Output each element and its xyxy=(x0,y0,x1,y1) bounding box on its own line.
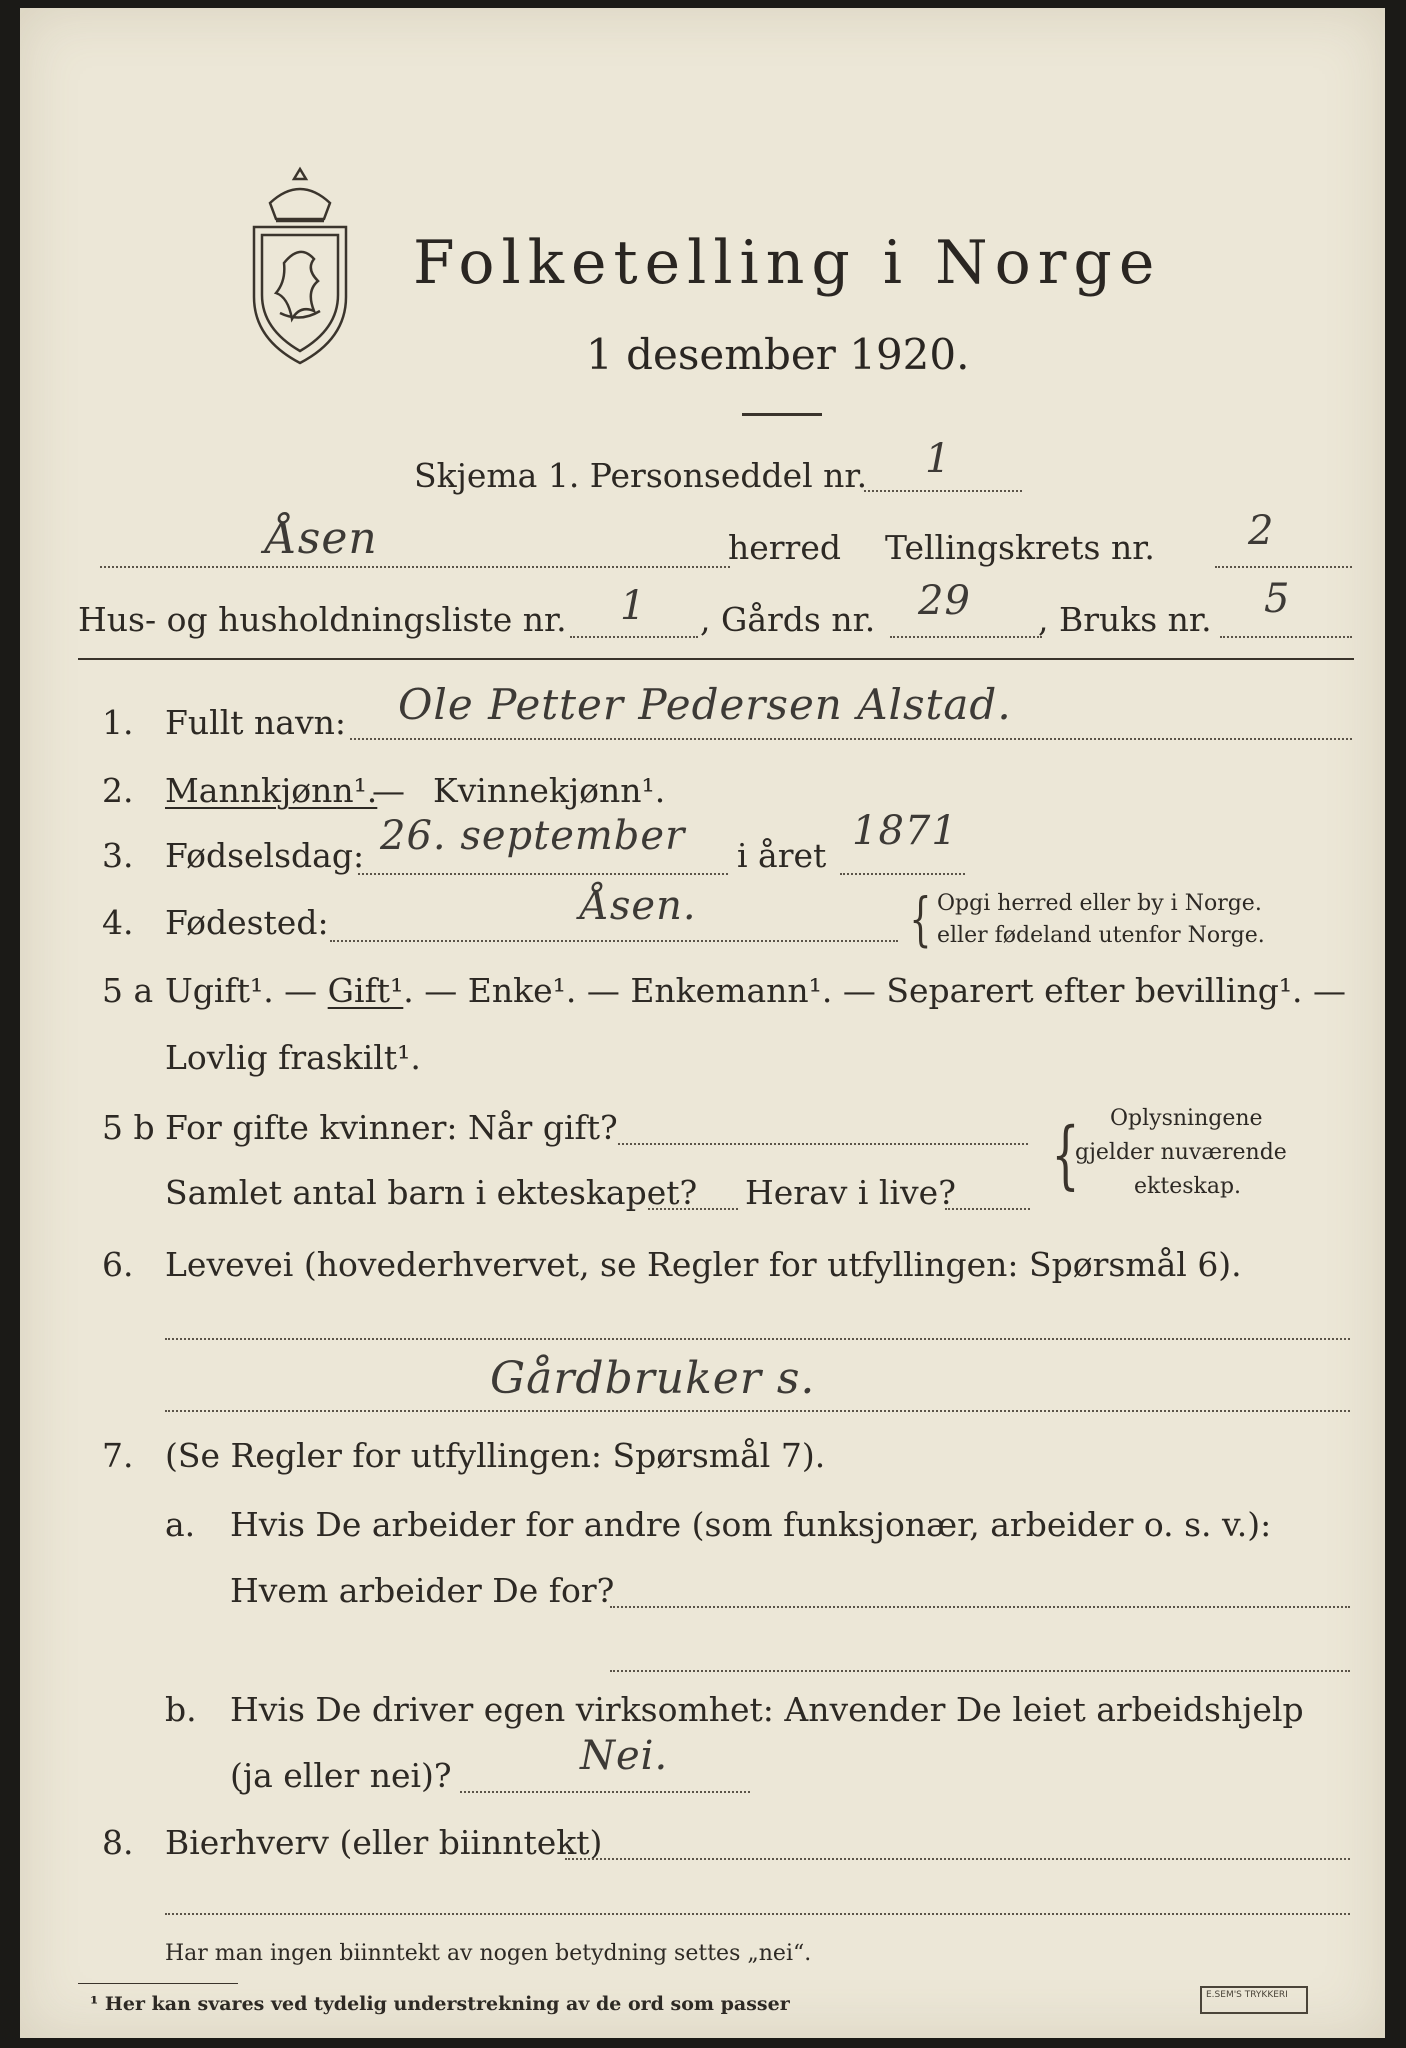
q5a-options xyxy=(165,971,1346,1010)
q3-year-line xyxy=(840,873,965,875)
gards-label: , Gårds nr. xyxy=(700,600,876,639)
q7b-letter: b. xyxy=(165,1690,197,1729)
q5a-number: 5 a xyxy=(102,971,154,1010)
q7a-answer-line xyxy=(610,1606,1350,1608)
herred-value[interactable]: Åsen xyxy=(265,513,378,564)
q4-line xyxy=(330,940,898,942)
q7-number: 7. xyxy=(102,1436,134,1475)
q2-number: 2. xyxy=(102,771,134,810)
tellingskrets-nr[interactable]: 2 xyxy=(1248,508,1275,554)
q5b-note-3: ekteskap. xyxy=(1134,1174,1242,1199)
q3-number: 3. xyxy=(102,836,134,875)
q4-brace: { xyxy=(909,885,932,953)
q8-line-1 xyxy=(565,1858,1350,1860)
q5b-label-married: For gifte kvinner: Når gift? xyxy=(165,1108,618,1147)
bruks-nr[interactable]: 5 xyxy=(1264,576,1291,622)
schema-label: Skjema 1. Personseddel nr. xyxy=(414,456,868,495)
q5b-married-line xyxy=(618,1143,1028,1145)
q6-label: Levevei (hovederhvervet, se Regler for utfyllingen: Spørsmål 6). xyxy=(165,1245,1242,1284)
q7b-answer-line xyxy=(460,1791,750,1793)
husliste-nr[interactable]: 1 xyxy=(620,583,647,629)
q1-line xyxy=(350,738,1352,740)
husliste-line xyxy=(570,636,698,638)
q5a-married-option[interactable]: Gift¹ xyxy=(327,971,404,1010)
q1-answer[interactable]: Ole Petter Pedersen Alstad. xyxy=(398,680,1012,729)
footnote: ¹ Her kan svares ved tydelig understrekning av de ord som passer xyxy=(90,1993,790,2015)
q5a-divorced-option[interactable]: Lovlig fraskilt¹. xyxy=(165,1038,421,1077)
q5b-number: 5 b xyxy=(102,1108,155,1147)
bruks-line xyxy=(1220,636,1352,638)
q4-note-1: Opgi herred eller by i Norge. xyxy=(937,891,1262,916)
q8-number: 8. xyxy=(102,1823,134,1862)
q7-label: (Se Regler for utfyllingen: Spørsmål 7). xyxy=(165,1436,826,1475)
personseddel-nr[interactable]: 1 xyxy=(925,436,952,482)
bruks-label: , Bruks nr. xyxy=(1038,600,1212,639)
q4-label: Fødested: xyxy=(165,903,329,942)
q7a-answer-line-2 xyxy=(610,1670,1350,1672)
gards-nr[interactable]: 29 xyxy=(918,578,971,624)
q7b-line-1: Hvis De driver egen virksomhet: Anvender De leiet arbeidshjelp xyxy=(230,1690,1304,1729)
personseddel-line xyxy=(864,490,1022,492)
q4-note-2: eller fødeland utenfor Norge. xyxy=(937,923,1265,948)
herred-label: herred xyxy=(728,528,841,567)
footer-note: Har man ingen biinntekt av nogen betydning settes „nei“. xyxy=(165,1941,812,1966)
gards-line xyxy=(890,636,1042,638)
q8-label: Bierhverv (eller biinntekt) xyxy=(165,1823,603,1862)
q7b-answer[interactable]: Nei. xyxy=(580,1733,669,1779)
q1-number: 1. xyxy=(102,703,134,742)
q2-male-option[interactable]: Mannkjønn¹. xyxy=(165,771,378,810)
header-divider xyxy=(78,658,1354,660)
q5b-label-alive: Herav i live? xyxy=(745,1173,956,1212)
q3-year-label: i året xyxy=(737,836,827,875)
form-title: Folketelling i Norge xyxy=(413,228,1162,298)
q5b-label-children: Samlet antal barn i ekteskapet? xyxy=(165,1173,698,1212)
q7a-letter: a. xyxy=(165,1505,196,1544)
herred-line xyxy=(100,566,730,568)
q6-number: 6. xyxy=(102,1245,134,1284)
title-divider xyxy=(742,413,822,416)
q7a-line-2: Hvem arbeider De for? xyxy=(230,1571,615,1610)
q2-dash: — xyxy=(372,771,405,810)
q5b-children-line xyxy=(648,1208,738,1210)
q4-answer[interactable]: Åsen. xyxy=(580,883,697,929)
q5a-other-options[interactable]: . — Enke¹. — Enkemann¹. — Separert efter bevilling¹. — xyxy=(403,971,1347,1010)
q3-birthday[interactable]: 26. september xyxy=(380,813,686,859)
q6-line-2 xyxy=(165,1410,1350,1412)
q5a-unmarried-option[interactable]: Ugift¹. — xyxy=(165,971,328,1010)
q8-line-2 xyxy=(165,1913,1350,1915)
printer-stamp xyxy=(1200,1986,1308,2014)
census-date: 1 desember 1920. xyxy=(586,330,970,379)
q6-answer[interactable]: Gårdbruker s. xyxy=(490,1353,816,1404)
q3-day-line xyxy=(358,873,728,875)
q3-birth-year[interactable]: 1871 xyxy=(852,808,958,854)
q5b-brace: { xyxy=(1051,1112,1080,1198)
q7b-line-2: (ja eller nei)? xyxy=(230,1756,452,1795)
q5b-alive-line xyxy=(945,1208,1030,1210)
q7a-line-1: Hvis De arbeider for andre (som funksjonær, arbeider o. s. v.): xyxy=(230,1505,1272,1544)
q2-female-option[interactable]: Kvinnekjønn¹. xyxy=(433,771,666,810)
q1-label: Fullt navn: xyxy=(165,703,346,742)
q6-line-1 xyxy=(165,1338,1350,1340)
q5b-note-1: Oplysningene xyxy=(1110,1106,1263,1131)
census-form xyxy=(20,8,1385,2038)
tellingskrets-label: Tellingskrets nr. xyxy=(885,528,1155,567)
husliste-label: Hus- og husholdningsliste nr. xyxy=(78,600,567,639)
q3-label: Fødselsdag: xyxy=(165,836,365,875)
printer-stamp-text: E.SEM'S TRYKKERI xyxy=(1206,1990,1288,2000)
footnote-divider xyxy=(78,1983,238,1984)
q4-number: 4. xyxy=(102,903,134,942)
coat-of-arms-icon xyxy=(240,163,360,368)
tellingskrets-line xyxy=(1215,566,1352,568)
q5b-note-2: gjelder nuværende xyxy=(1075,1140,1287,1165)
